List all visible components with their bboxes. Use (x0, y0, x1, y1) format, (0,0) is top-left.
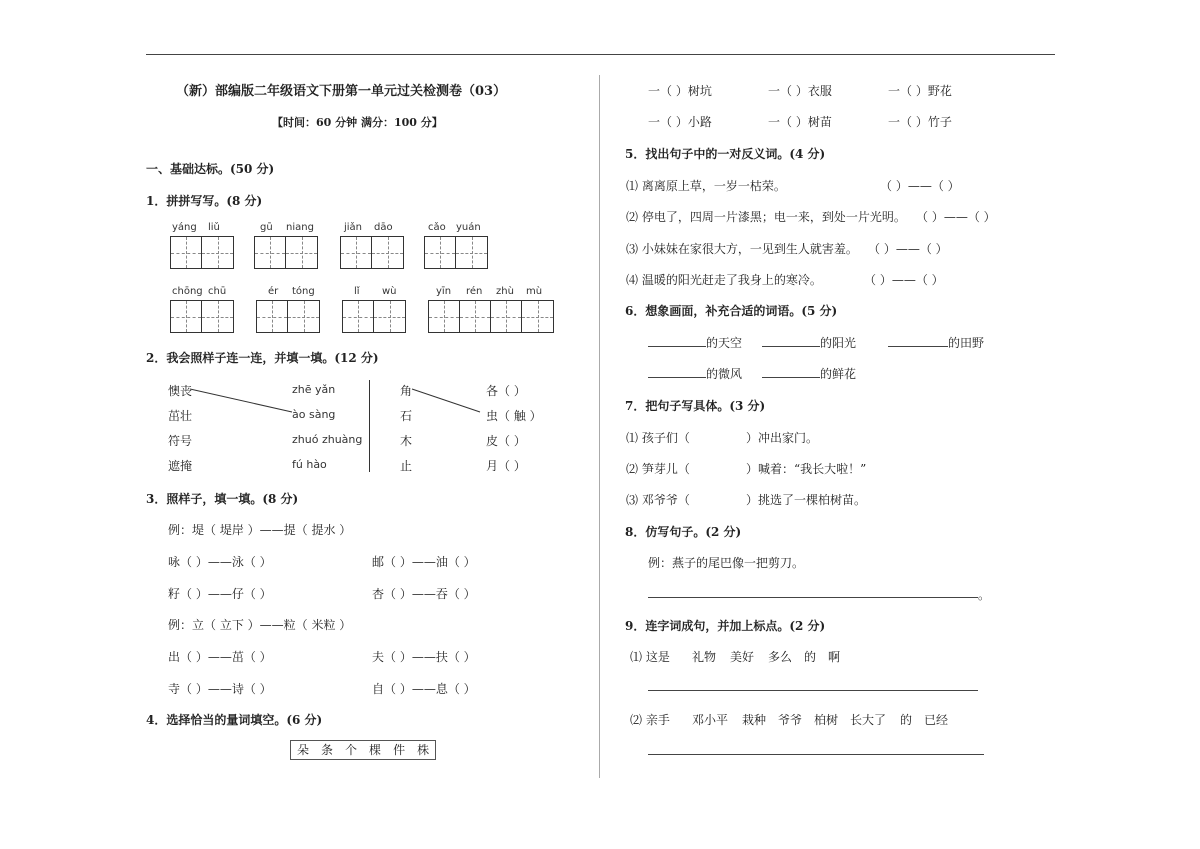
fill-blank[interactable]: 籽（ ）——仔（ ） (168, 587, 272, 601)
word-token: 邓小平 (692, 713, 729, 727)
word-token: 栽种 (742, 713, 767, 727)
fill-blank[interactable]: 皮（ ） (486, 434, 526, 448)
fill-blank[interactable]: 一（ ）竹子 (888, 115, 952, 129)
answer-line[interactable] (648, 690, 978, 691)
pinyin-text: chū (208, 286, 227, 297)
match-pinyin[interactable]: fú hào (292, 458, 327, 471)
example-text: 例：燕子的尾巴像一把剪刀。 (648, 556, 805, 570)
word-choice: 个 (345, 743, 358, 757)
match-pinyin[interactable]: zhuó zhuàng (292, 433, 363, 446)
word-token: 的 (804, 650, 817, 664)
match-word[interactable]: 茁壮 (168, 409, 193, 423)
fill-blank[interactable]: 一（ ）野花 (888, 84, 952, 98)
blank-line[interactable] (762, 346, 820, 347)
example-text: 例：立（ 立下 ）——粒（ 米粒 ） (168, 618, 352, 632)
fill-blank[interactable]: （ ）——（ ） (880, 179, 960, 193)
match-pinyin[interactable]: zhē yǎn (292, 383, 336, 396)
phrase-suffix: 的微风 (706, 367, 743, 381)
question-heading: 4．选择恰当的量词填空。(6 分) (146, 713, 323, 727)
blank-line[interactable] (888, 346, 948, 347)
phrase-suffix: 的阳光 (820, 336, 857, 350)
match-char[interactable]: 木 (400, 434, 413, 448)
pinyin-text: tóng (292, 286, 315, 297)
fill-blank[interactable]: 咏（ ）——泳（ ） (168, 555, 272, 569)
match-pinyin[interactable]: ào sàng (292, 408, 336, 421)
phrase-suffix: 的天空 (706, 336, 743, 350)
blank-line[interactable] (648, 377, 706, 378)
word-choice: 株 (417, 743, 430, 757)
question-heading: 5．找出句子中的一对反义词。(4 分) (625, 147, 826, 161)
pinyin-text: dāo (374, 222, 393, 233)
match-word[interactable]: 符号 (168, 434, 193, 448)
answer-line[interactable] (648, 597, 978, 598)
sentence-suffix: ）冲出家门。 (746, 431, 819, 445)
word-choice: 朵 (297, 743, 310, 757)
example-text: 例：堤（ 堤岸 ）——提（ 提水 ） (168, 523, 352, 537)
pinyin-text: mù (526, 286, 543, 297)
match-word[interactable]: 遮掩 (168, 459, 193, 473)
sentence-suffix: ）喊着：“我长大啦！” (746, 462, 867, 476)
fill-blank[interactable]: （ ）——（ ） (868, 242, 948, 256)
phrase-suffix: 的田野 (948, 336, 985, 350)
match-line (412, 389, 480, 412)
pinyin-text: jiǎn (344, 222, 363, 233)
phrase-suffix: 的鲜花 (820, 367, 857, 381)
word-choice: 条 (321, 743, 334, 757)
page-title: （新）部编版二年级语文下册第一单元过关检测卷（03） (176, 84, 507, 99)
fill-blank[interactable]: 各（ ） (486, 384, 526, 398)
fill-blank[interactable]: 寺（ ）——诗（ ） (168, 682, 272, 696)
word-choice: 棵 (369, 743, 382, 757)
pinyin-text: rén (466, 286, 483, 297)
fill-blank[interactable]: 一（ ）衣服 (768, 84, 832, 98)
fill-blank[interactable]: （ ）——（ ） (916, 210, 996, 224)
fill-blank[interactable]: 杏（ ）——吞（ ） (372, 587, 476, 601)
question-heading: 1．拼拼写写。(8 分) (146, 194, 263, 208)
question-heading: 9．连字词成句，并加上标点。(2 分) (625, 619, 826, 633)
pinyin-text: niang (286, 222, 314, 233)
pinyin-text: yáng (172, 222, 197, 233)
section-heading: 一、基础达标。(50 分) (146, 162, 275, 176)
word-token: 爷爷 (778, 713, 803, 727)
question-heading: 7．把句子写具体。(3 分) (625, 399, 766, 413)
word-token: 已经 (924, 713, 949, 727)
fill-blank[interactable]: 一（ ）小路 (648, 115, 712, 129)
question-heading: 3．照样子，填一填。(8 分) (146, 492, 299, 506)
word-token: 礼物 (692, 650, 717, 664)
word-token: ⑴ 这是 (630, 650, 670, 664)
sentence-text: ⑷ 温暖的阳光赶走了我身上的寒冷。 (626, 273, 822, 287)
fill-blank[interactable]: 虫（ 触 ） (486, 409, 542, 423)
question-heading: 8．仿写句子。(2 分) (625, 525, 742, 539)
fill-blank[interactable]: 一（ ）树坑 (648, 84, 712, 98)
pinyin-text: lǐ (354, 286, 360, 297)
page-subtitle: 【时间：60 分钟 满分：100 分】 (272, 116, 443, 129)
fill-blank[interactable]: 邮（ ）——油（ ） (372, 555, 476, 569)
word-token: 的 (900, 713, 913, 727)
answer-line[interactable] (648, 754, 984, 755)
blank-line[interactable] (762, 377, 820, 378)
pinyin-text: wù (382, 286, 397, 297)
question-heading: 6．想象画面，补充合适的词语。(5 分) (625, 304, 838, 318)
fill-blank[interactable]: （ ）——（ ） (864, 273, 944, 287)
fill-blank[interactable]: 夫（ ）——扶（ ） (372, 650, 476, 664)
fill-blank[interactable]: 出（ ）——茁（ ） (168, 650, 272, 664)
match-char[interactable]: 角 (400, 384, 413, 398)
divider-line (369, 380, 370, 472)
pinyin-text: zhù (496, 286, 514, 297)
match-line (190, 389, 292, 412)
match-char[interactable]: 止 (400, 459, 413, 473)
sentence-text: ⑵ 停电了，四周一片漆黑；电一来，到处一片光明。 (626, 210, 906, 224)
fill-blank[interactable]: 一（ ）树苗 (768, 115, 832, 129)
pinyin-text: yīn (436, 286, 452, 297)
fill-blank[interactable]: 月（ ） (486, 459, 526, 473)
sentence-text: ⑴ 离离原上草，一岁一枯荣。 (626, 179, 786, 193)
sentence-prefix: ⑶ 邓爷爷（ (626, 493, 690, 507)
word-token: 柏树 (814, 713, 839, 727)
pinyin-text: cǎo (428, 222, 446, 233)
word-choice-box (290, 740, 436, 760)
word-token: 美好 (730, 650, 755, 664)
end-mark: 。 (978, 588, 991, 602)
sentence-prefix: ⑴ 孩子们（ (626, 431, 690, 445)
pinyin-text: chōng (172, 286, 203, 297)
blank-line[interactable] (648, 346, 706, 347)
word-choice: 件 (393, 743, 406, 757)
sentence-prefix: ⑵ 笋芽儿（ (626, 462, 690, 476)
question-heading: 2．我会照样子连一连，并填一填。(12 分) (146, 351, 379, 365)
pinyin-text: ér (268, 286, 279, 297)
sentence-suffix: ）挑选了一棵柏树苗。 (746, 493, 867, 507)
match-word[interactable]: 懊丧 (168, 384, 193, 398)
word-token: 啊 (828, 650, 841, 664)
word-token: ⑵ 亲手 (630, 713, 670, 727)
sentence-text: ⑶ 小妹妹在家很大方，一见到生人就害羞。 (626, 242, 858, 256)
pinyin-text: yuán (456, 222, 481, 233)
pinyin-text: gū (260, 222, 273, 233)
fill-blank[interactable]: 自（ ）——息（ ） (372, 682, 476, 696)
pinyin-text: liǔ (208, 222, 220, 233)
word-token: 长大了 (850, 713, 887, 727)
word-token: 多么 (768, 650, 793, 664)
match-char[interactable]: 石 (400, 409, 413, 423)
